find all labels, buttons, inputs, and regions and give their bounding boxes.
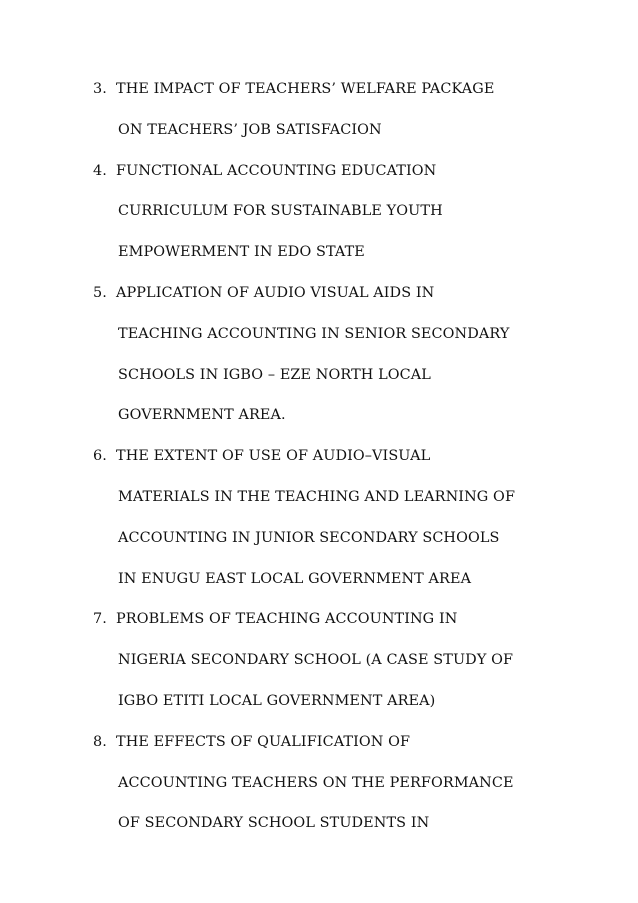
item-text: ACCOUNTING IN JUNIOR SECONDARY SCHOOLS <box>118 529 500 546</box>
item-text: NIGERIA SECONDARY SCHOOL (A CASE STUDY OF <box>118 652 514 669</box>
item-text: MATERIALS IN THE TEACHING AND LEARNING OF <box>118 488 516 505</box>
item-text: THE IMPACT OF TEACHERS’ WELFARE PACKAGE <box>116 81 495 97</box>
item-number: 3. <box>93 81 107 97</box>
item-number: 7. <box>93 611 107 628</box>
item-text: FUNCTIONAL ACCOUNTING EDUCATION <box>116 162 437 179</box>
topic-list <box>93 78 613 853</box>
item-number: 5. <box>93 284 107 301</box>
list-item-line <box>93 160 613 201</box>
list-item-line <box>93 323 613 364</box>
item-text: THE EFFECTS OF QUALIFICATION OF <box>116 733 411 750</box>
item-text: APPLICATION OF AUDIO VISUAL AIDS IN <box>116 284 435 301</box>
item-text: THE EXTENT OF USE OF AUDIO–VISUAL <box>116 448 431 465</box>
item-text: ACCOUNTING TEACHERS ON THE PERFORMANCE <box>118 774 514 791</box>
item-text: ON TEACHERS’ JOB SATISFACION <box>118 121 382 138</box>
item-number: 8. <box>93 733 107 750</box>
list-item-line <box>93 690 613 731</box>
item-text: CURRICULUM FOR SUSTAINABLE YOUTH <box>118 203 443 220</box>
list-item-line <box>93 608 613 649</box>
list-item-line <box>93 486 613 527</box>
list-item-line <box>93 649 613 690</box>
list-item-line <box>93 241 613 282</box>
list-item-line <box>93 772 613 813</box>
list-item-line <box>93 527 613 568</box>
item-text: EMPOWERMENT IN EDO STATE <box>118 244 365 261</box>
item-number: 4. <box>93 162 107 179</box>
item-text: PROBLEMS OF TEACHING ACCOUNTING IN <box>116 611 458 628</box>
list-item-line <box>93 282 613 323</box>
item-text: IN ENUGU EAST LOCAL GOVERNMENT AREA <box>118 570 472 587</box>
list-item-line <box>93 731 613 772</box>
list-item-line <box>93 445 613 486</box>
list-item-line <box>93 78 613 119</box>
item-text: OF SECONDARY SCHOOL STUDENTS IN <box>118 815 430 832</box>
item-text: TEACHING ACCOUNTING IN SENIOR SECONDARY <box>118 325 510 342</box>
list-item-line <box>93 812 613 853</box>
item-number: 6. <box>93 448 107 465</box>
item-text: IGBO ETITI LOCAL GOVERNMENT AREA) <box>118 692 436 709</box>
item-text: GOVERNMENT AREA. <box>118 407 286 424</box>
list-item-line <box>93 119 613 160</box>
list-item-line <box>93 364 613 405</box>
list-item-line <box>93 200 613 241</box>
list-item-line <box>93 568 613 609</box>
item-text: SCHOOLS IN IGBO – EZE NORTH LOCAL <box>118 366 431 383</box>
list-item-line <box>93 404 613 445</box>
